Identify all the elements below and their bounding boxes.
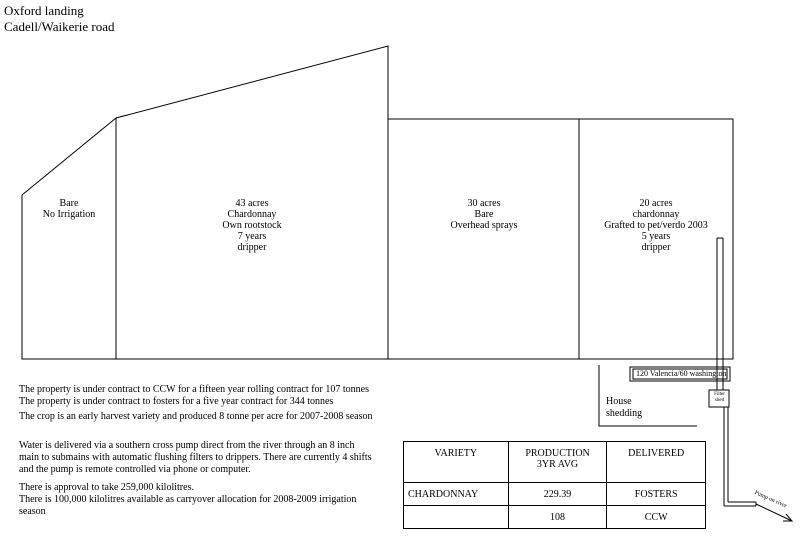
- map-title-road: Cadell/Waikerie road: [4, 19, 115, 34]
- block-20-line-4: 5 years: [641, 231, 671, 242]
- house-label: [606, 396, 642, 420]
- cell-production: 108: [508, 506, 607, 529]
- block-label-43-acres: [190, 198, 314, 253]
- note-contract-ccw: The property is under contract to CCW for a fifteen year rolling contract for 107 tonnes: [19, 384, 369, 395]
- block-20-line-3: Grafted to pet/verdo 2003: [604, 220, 708, 231]
- block-20-line-1: 20 acres: [639, 198, 673, 209]
- filter-shed-label: [710, 392, 729, 404]
- note-water-line-3: and the pump is remote controlled via phone or computer.: [19, 464, 251, 475]
- block-20-line-2: chardonnay: [632, 209, 680, 220]
- header-delivered: DELIVERED: [607, 442, 706, 483]
- cell-delivered: FOSTERS: [607, 483, 706, 506]
- block-43-line-5: dripper: [237, 242, 267, 253]
- house-label-line-2: shedding: [606, 408, 643, 419]
- tank-label: 120 Valencia/60 washington: [636, 369, 727, 378]
- note-contract-fosters: The property is under contract to fosters for a five year contract for 344 tonnes: [19, 396, 334, 407]
- header-production-line-1: PRODUCTION: [525, 448, 590, 459]
- table-row: [404, 483, 706, 506]
- note-water-line-2: main to submains with automatic flushing filters to drippers. There are currently 4 shifts: [19, 452, 372, 463]
- block-30-line-3: Overhead sprays: [450, 220, 518, 231]
- block-20-line-5: dripper: [641, 242, 671, 253]
- block-30-line-2: Bare: [474, 209, 494, 220]
- cell-delivered: CCW: [607, 506, 706, 529]
- pump-arrow-shaft: [756, 504, 792, 521]
- note-carryover-line-2: season: [19, 506, 46, 517]
- production-table: [403, 441, 706, 529]
- block-outline-bare: [22, 118, 116, 359]
- note-water-line-1: Water is delivered via a southern cross pump direct from the river through an 8 inch: [19, 440, 355, 451]
- map-title-location: Oxford landing: [4, 3, 84, 18]
- pump-label: Pump on river: [753, 490, 788, 510]
- block-label-20-acres: [590, 198, 722, 253]
- block-label-30-acres: [428, 198, 540, 231]
- note-approval: There is approval to take 259,000 kilolitres.: [19, 482, 194, 493]
- block-43-line-1: 43 acres: [235, 198, 269, 209]
- block-bare-line-2: No Irrigation: [42, 209, 96, 220]
- block-bare-line-1: Bare: [59, 198, 79, 209]
- header-production-line-2: 3YR AVG: [536, 459, 579, 470]
- block-43-line-2: Chardonnay: [227, 209, 277, 220]
- cell-production: 229.39: [508, 483, 607, 506]
- block-43-line-3: Own rootstock: [222, 220, 282, 231]
- header-variety: VARIETY: [404, 442, 509, 483]
- filter-shed-line-1: Filter: [714, 392, 725, 397]
- block-43-line-4: 7 years: [237, 231, 267, 242]
- house-label-line-1: House: [606, 396, 632, 407]
- block-30-line-1: 30 acres: [467, 198, 501, 209]
- cell-variety: CHARDONNAY: [404, 483, 509, 506]
- note-carryover-line-1: There is 100,000 kilolitres available as carryover allocation for 2008-2009 irrigation: [19, 494, 357, 505]
- block-label-bare: [22, 198, 116, 220]
- note-crop: The crop is an early harvest variety and produced 8 tonne per acre for 2007-2008 season: [19, 411, 373, 422]
- filter-shed-line-2: shed: [714, 398, 725, 403]
- table-row: [404, 506, 706, 529]
- header-production: [508, 442, 607, 483]
- block-outline-30-acres: [388, 119, 579, 359]
- table-header-row: [404, 442, 706, 483]
- cell-variety: [404, 506, 509, 529]
